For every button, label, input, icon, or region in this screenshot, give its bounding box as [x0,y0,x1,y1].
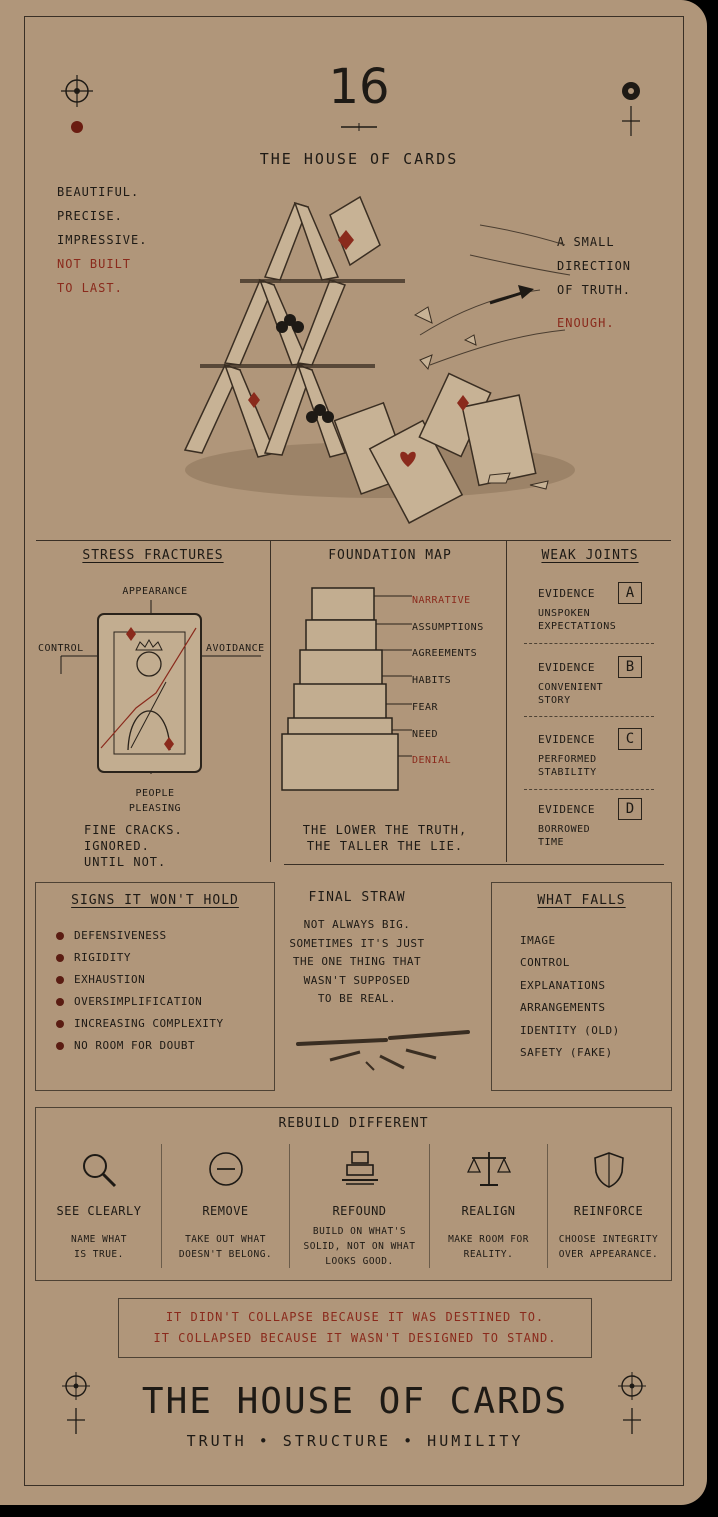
foundation-layer: NEED [412,728,439,740]
dashed-divider [524,789,654,790]
intro-line: BEAUTIFUL. [57,185,140,199]
signs-item-text: DEFENSIVENESS [74,929,167,942]
intro-left [57,180,147,300]
bullet-dot [56,976,64,984]
dashed-divider [524,643,654,644]
foundation-layer: FEAR [412,701,439,713]
weak-item-text-line: CONVENIENT [538,682,604,693]
stress-label-bottom [100,786,210,816]
weak-item-text-line: PERFORMED [538,754,597,765]
weak-item [538,731,635,779]
signs-heading: SIGNS IT WON'T HOLD [71,893,239,908]
stress-label-top: APPEARANCE [122,586,188,597]
intro-line-red: TO LAST. [57,281,123,295]
bullet-dot [56,1042,64,1050]
weak-item-label: EVIDENCE [538,733,595,746]
weak-item-text [538,607,616,633]
scales-icon [466,1150,512,1190]
falls-item: CONTROL [520,956,570,970]
shield-icon [589,1150,629,1190]
intro-line: A SMALL [557,235,615,249]
crosshair-icon [60,74,96,136]
foundation-heading: FOUNDATION MAP [328,548,452,563]
desc-line: CHOOSE INTEGRITY [558,1234,659,1245]
caption-line: IGNORED. [84,839,150,853]
signs-item [56,1038,274,1054]
card-number: 16 [328,59,390,115]
fractured-king-card [56,598,270,783]
sun-cross-icon [616,78,646,140]
desc-line: SOLID, NOT ON WHAT [303,1241,416,1252]
caption-line: FINE CRACKS. [84,823,183,837]
signs-item-text: OVERSIMPLIFICATION [74,995,203,1008]
rebuild-heading: REBUILD DIFFERENT [278,1116,429,1131]
caption-line: THE TALLER THE LIE. [306,839,464,853]
rebuild-step-title: REINFORCE [573,1204,644,1218]
straw-heading: FINAL STRAW [308,890,406,905]
desc-line: OVER APPEARANCE. [558,1249,659,1260]
straw-line: WASN'T SUPPOSED [303,973,411,987]
section-divider [284,864,664,865]
foundation-caption [280,822,490,854]
rebuild-step [162,1150,289,1262]
rebuild-step [38,1150,160,1262]
rebuild-step-desc [430,1232,547,1262]
house-of-cards-illustration [170,185,600,525]
stress-label-bottom-line: PLEASING [128,803,182,814]
quote-box [118,1298,592,1358]
rebuild-step [290,1150,429,1269]
stress-label-right: AVOIDANCE [206,643,265,654]
weak-item-text-line: UNSPOKEN [538,608,591,619]
signs-item [56,928,274,944]
signs-item [56,972,274,988]
foundation-layer: AGREEMENTS [412,648,478,660]
falls-item: ARRANGEMENTS [520,1001,606,1015]
falls-panel [491,882,672,1091]
weak-item [538,585,635,633]
signs-item-text: EXHAUSTION [74,973,146,986]
signs-list [56,928,274,1054]
bullet-dot [56,1020,64,1028]
dashed-divider [524,716,654,717]
weak-item-text [538,681,603,707]
foundation-layer: DENIAL [412,755,452,767]
rebuild-panel [35,1107,672,1281]
column-divider [506,540,507,862]
bullet-dot [56,932,64,940]
rebuild-step-title: SEE CLEARLY [56,1204,142,1218]
straw-line: NOT ALWAYS BIG. [303,918,411,931]
weak-item-text [538,753,597,779]
intro-line-red: NOT BUILT [57,257,132,271]
signs-item [56,994,274,1010]
intro-line: PRECISE. [57,209,123,223]
footer-title: THE HOUSE OF CARDS [141,1381,569,1422]
quote-line: IT COLLAPSED BECAUSE IT WASN'T DESIGNED TO STAND. [153,1331,557,1345]
weak-item-text-line: STORY [538,695,571,706]
desc-line: LOOKS GOOD. [325,1256,394,1267]
signs-item [56,950,274,966]
bullet-dot [56,954,64,962]
signs-item-text: RIGIDITY [74,951,131,964]
rebuild-step [548,1150,669,1262]
rebuild-step-desc [548,1232,669,1262]
weak-item-letter: B [618,656,642,678]
magnifier-icon [79,1150,119,1190]
weak-item [538,801,635,849]
quote-line: IT DIDN'T COLLAPSE BECAUSE IT WAS DESTINED TO. [165,1310,545,1324]
falls-heading: WHAT FALLS [537,893,626,908]
signs-item [56,1016,274,1032]
falls-item: IDENTITY (OLD) [520,1023,620,1037]
desc-line: REALITY. [463,1249,514,1260]
weak-item-text-line: STABILITY [538,767,597,778]
stress-label-left: CONTROL [38,643,84,654]
caption-line: UNTIL NOT. [84,855,167,869]
rebuild-step-title: REFOUND [332,1204,387,1218]
falls-item: IMAGE [520,934,556,947]
intro-line: IMPRESSIVE. [57,233,148,247]
caption-line: THE LOWER THE TRUTH, [302,823,468,837]
straw-text [282,916,432,1009]
straw-line: SOMETIMES IT'S JUST [289,936,425,950]
foundation-layer: HABITS [412,675,452,687]
weak-item-letter: A [618,582,642,604]
rebuild-step [430,1150,547,1262]
desc-line: TAKE OUT WHAT [185,1234,266,1245]
foundation-layer-list [412,588,484,775]
falls-item: SAFETY (FAKE) [520,1046,613,1060]
weak-item-text-line: BORROWED [538,824,591,835]
weak-item-text-line: EXPECTATIONS [538,621,617,632]
desc-line: MAKE ROOM FOR [448,1234,529,1245]
foundation-layer: NARRATIVE [412,595,471,606]
desc-line: BUILD ON WHAT'S [312,1226,407,1237]
crosshair-icon [616,1370,650,1436]
falls-item: EXPLANATIONS [520,978,606,992]
weak-item-letter: C [618,728,642,750]
desc-line: DOESN'T BELONG. [178,1249,273,1260]
weak-item-label: EVIDENCE [538,803,595,816]
foundation-layer: ASSUMPTIONS [412,621,484,633]
divider-ornament [339,122,379,132]
weak-item-text [538,823,595,849]
straw-line: TO BE REAL. [317,992,397,1005]
minus-circle-icon [206,1150,246,1190]
broken-straw-illustration [294,1024,474,1074]
weak-item-label: EVIDENCE [538,587,595,600]
intro-line-red: ENOUGH. [557,316,615,330]
weak-item [538,659,635,707]
crosshair-icon [60,1370,94,1436]
intro-line: DIRECTION [557,259,632,273]
stress-caption [84,822,183,870]
rebuild-step-desc [38,1232,160,1262]
rebuild-step-desc [290,1224,429,1269]
column-divider [270,540,271,862]
weak-item-label: EVIDENCE [538,661,595,674]
foundation-stack-diagram [276,584,414,806]
footer-subtitle: TRUTH • STRUCTURE • HUMILITY [186,1432,524,1450]
straw-line: THE ONE THING THAT [292,955,422,968]
section-divider [36,540,671,541]
rebuild-step-desc [162,1232,289,1262]
desc-line: NAME WHAT [71,1234,127,1245]
signs-item-text: INCREASING COMPLEXITY [74,1017,224,1030]
card-title: THE HOUSE OF CARDS [259,150,459,168]
blocks-icon [340,1150,380,1190]
falls-list [520,930,671,1064]
desc-line: IS TRUE. [74,1249,124,1260]
signs-panel [35,882,275,1091]
weak-heading: WEAK JOINTS [541,548,639,563]
stress-heading: STRESS FRACTURES [82,548,224,563]
weak-item-letter: D [618,798,642,820]
intro-line: OF TRUTH. [557,283,632,297]
rebuild-step-title: REALIGN [461,1204,516,1218]
bullet-dot [56,998,64,1006]
signs-item-text: NO ROOM FOR DOUBT [74,1039,196,1052]
stress-label-bottom-line: PEOPLE [135,788,175,799]
weak-item-text-line: TIME [538,837,565,848]
rebuild-step-title: REMOVE [202,1204,249,1218]
